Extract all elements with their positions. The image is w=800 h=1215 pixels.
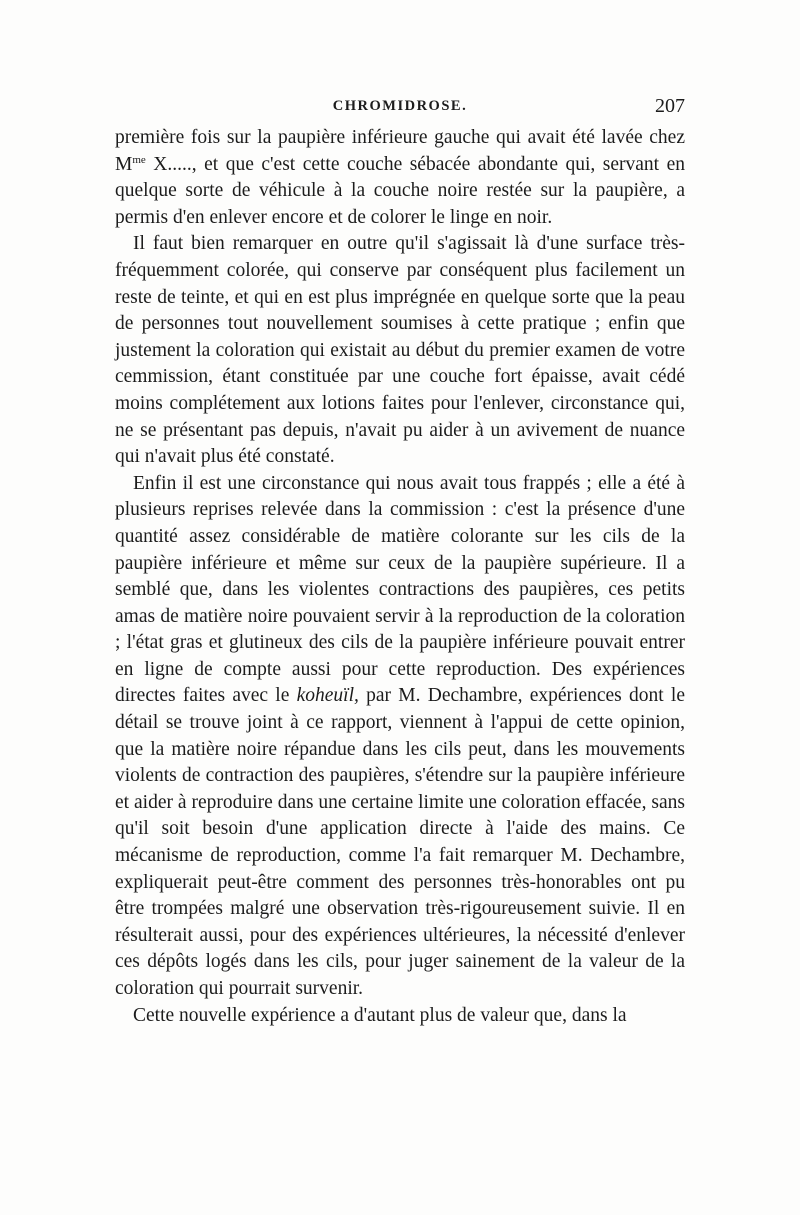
paragraph-3-italic-term: koheuïl, [296, 685, 359, 707]
paragraph-1-superscript: me [132, 153, 146, 166]
body-text [115, 125, 685, 1029]
paragraph-1 [115, 125, 685, 231]
paragraph-2: Il faut bien remarquer en outre qu'il s'agissait là d'une surface très-fréquemment colorée, qui conserve par conséquent plus facilement un reste de teinte, et qui en est plus imprégnée en quelque sorte que la peau de personnes tout nouvellement soumises à cette pratique ; enfin que justement la coloration qui existait au début du premier examen de votre cemmission, étant constituée par une couche fort épaisse, avait cédé moins complétement aux lotions faites pour l'enlever, circonstance qui, ne se présentant pas depuis, n'avait pu aider à un avivement de nuance qui n'avait plus été constaté. [115, 233, 685, 468]
paragraph-1-text-a: première fois sur la paupière inférieure gauche qui avait été lavée chez M [115, 127, 685, 175]
paragraph-3 [115, 471, 685, 1003]
paragraph-4: Cette nouvelle expérience a d'autant plus de valeur que, dans la [133, 1004, 627, 1026]
page-number: 207 [655, 95, 685, 117]
paragraph-1-text-b: X....., et que c'est cette couche sébacée abondante qui, servant en quelque sorte de véhicule à la couche noire restée sur la paupière, a permis d'en enlever encore et de colorer le linge en noir. [115, 153, 685, 228]
paragraph-3-text-a: Enfin il est une circonstance qui nous avait tous frappés ; elle a été à plusieurs reprises relevée dans la commission : c'est la présence d'une quantité assez considérable de matière colorante sur les cils de la paupière inférieure et même sur ceux de la paupière supérieure. Il a semblé que, dans les violentes contractions des paupières, ces petits amas de matière noire pouvaient servir à la reproduction de la coloration ; l'état gras et glutineux des cils de la paupière inférieure pouvait entrer en ligne de compte aussi pour cette reproduction. Des expériences directes faites avec le [115, 472, 685, 707]
running-head [115, 95, 685, 119]
running-title: CHROMIDROSE. [332, 98, 468, 114]
paragraph-3-text-b: par M. Dechambre, expériences dont le détail se trouve joint à ce rapport, viennent à l'appui de cette opinion, que la matière noire répandue dans les cils peut, dans les mouvements violents de contraction des paupières, s'étendre sur la paupière inférieure et aider à reproduire dans une certaine limite une coloration effacée, sans qu'il soit besoin d'une application directe à l'aide des mains. Ce mécanisme de reproduction, comme l'a fait remarquer M. Dechambre, expliquerait peut-être comment des personnes très-honorables ont pu être trompées malgré une observation très-rigoureusement suivie. Il en résulterait aussi, pour des expériences ultérieures, la nécessité d'enlever ces dépôts logés dans les cils, pour juger sainement de la valeur de la coloration qui pourrait survenir. [115, 685, 685, 999]
